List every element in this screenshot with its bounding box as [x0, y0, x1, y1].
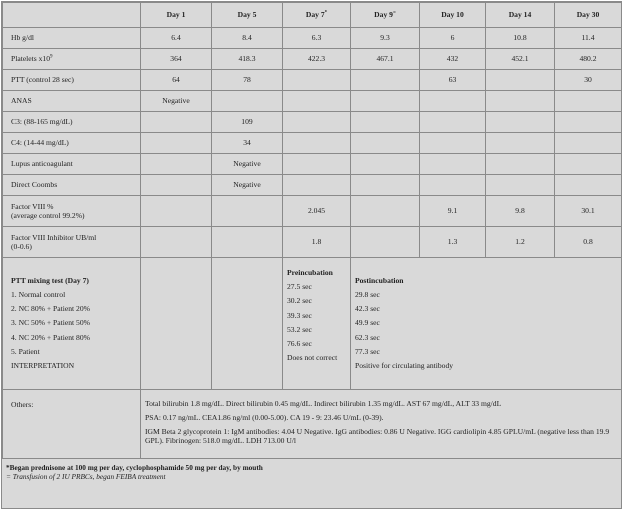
- mixing-item-label: 4. NC 20% + Patient 80%: [11, 332, 90, 342]
- row-hb: [3, 28, 622, 49]
- cell-value: 11.4: [555, 28, 622, 49]
- cell-value: 1.2: [486, 227, 555, 258]
- lab-results-panel: [1, 1, 622, 509]
- interpretation-post: Positive for circulating antibody: [355, 360, 454, 370]
- row-factor-viii-inhibitor: [3, 227, 622, 258]
- cell-value: 30: [555, 70, 622, 91]
- cell-value: [486, 91, 555, 112]
- cell-value: 364: [141, 49, 212, 70]
- pre-value: 27.5 sec: [287, 282, 312, 292]
- row-anas: [3, 91, 622, 112]
- cell-value: [486, 154, 555, 175]
- cell-value: [555, 175, 622, 196]
- cell-value: 64: [141, 70, 212, 91]
- cell-value: Negative: [212, 154, 283, 175]
- preincubation-header: Preincubation: [287, 267, 333, 277]
- post-value: 49.9 sec: [355, 318, 380, 328]
- interpretation-pre: Does not correct: [287, 353, 338, 363]
- row-lupus-anticoagulant: [3, 154, 622, 175]
- cell-value: [420, 154, 486, 175]
- row-ptt-mixing-test: [3, 258, 622, 390]
- cell-value: [283, 133, 351, 154]
- header-day-5: Day 5: [212, 3, 283, 28]
- mixing-item-label: 5. Patient: [11, 346, 40, 356]
- footnotes: [2, 459, 621, 484]
- cell-value: [420, 133, 486, 154]
- header-day-30: Day 30: [555, 3, 622, 28]
- cell-value: 78: [212, 70, 283, 91]
- row-label: Lupus anticoagulant: [3, 154, 141, 175]
- cell-value: [212, 227, 283, 258]
- cell-value: [283, 154, 351, 175]
- postincubation-header: Postincubation: [355, 275, 404, 285]
- cell-value: 452.1: [486, 49, 555, 70]
- row-label: C3: (88-165 mg/dL): [3, 112, 141, 133]
- lab-results-table: [2, 2, 622, 459]
- cell-value: [351, 196, 420, 227]
- exponent: 9: [50, 54, 53, 60]
- cell-value: [141, 112, 212, 133]
- cell-value: 2.045: [283, 196, 351, 227]
- cell-value: 6: [420, 28, 486, 49]
- mixing-item-label: 2. NC 80% + Patient 20%: [11, 304, 90, 314]
- cell-value: 9.1: [420, 196, 486, 227]
- header-day-1: Day 1: [141, 3, 212, 28]
- row-ptt: [3, 70, 622, 91]
- row-label: Factor VIII Inhibitor UB/ml (0-0.6): [3, 227, 141, 258]
- cell-value: 6.4: [141, 28, 212, 49]
- cell-value: [555, 91, 622, 112]
- pre-value: 39.3 sec: [287, 310, 312, 320]
- cell-value: [351, 112, 420, 133]
- cell-value: [486, 133, 555, 154]
- row-label: Hb g/dl: [3, 28, 141, 49]
- row-factor-viii: [3, 196, 622, 227]
- cell-value: [283, 91, 351, 112]
- cell-value: 422.3: [283, 49, 351, 70]
- cell-value: [212, 91, 283, 112]
- header-label-cell: [3, 3, 141, 28]
- row-direct-coombs: [3, 175, 622, 196]
- day-7-footnote-mark: *: [324, 10, 328, 16]
- pre-value: 30.2 sec: [287, 296, 312, 306]
- cell-value: 1.8: [283, 227, 351, 258]
- cell-value: [141, 196, 212, 227]
- header-row: [3, 3, 622, 28]
- cell-value: [420, 112, 486, 133]
- post-value: 77.3 sec: [355, 346, 380, 356]
- cell-value: [351, 91, 420, 112]
- cell-value: 467.1: [351, 49, 420, 70]
- cell-value: [420, 175, 486, 196]
- footnote-equals: = Transfusion of 2 IU PRBCs, began FEIBA treatment: [6, 472, 166, 482]
- cell-value: 10.8: [486, 28, 555, 49]
- cell-value: [141, 133, 212, 154]
- others-line: IGM Beta 2 glycoprotein 1: IgM antibodies: 4.04 U Negative. IgG antibodies: 0.86 U Negative. IGG cardiolipin 4.85 GPLU/mL (negative less than 19.9 GPL). Fibrinogen: 518.0 mg/dL. LDH 713.00 U/l: [145, 427, 610, 446]
- others-content: [141, 390, 622, 459]
- empty-cell: [141, 258, 212, 390]
- cell-value: 9.3: [351, 28, 420, 49]
- cell-value: 0.8: [555, 227, 622, 258]
- cell-value: [486, 112, 555, 133]
- row-label: PTT (control 28 sec): [3, 70, 141, 91]
- row-label: Direct Coombs: [3, 175, 141, 196]
- cell-value: 1.3: [420, 227, 486, 258]
- row-label: Factor VIII % (average control 99.2%): [3, 196, 141, 227]
- row-label: Platelets $x10^9$: [3, 49, 141, 70]
- pre-value: 53.2 sec: [287, 324, 312, 334]
- cell-value: [555, 112, 622, 133]
- cell-value: [351, 227, 420, 258]
- cell-value: 6.3: [283, 28, 351, 49]
- mixing-title: PTT mixing test (Day 7): [11, 275, 89, 285]
- row-platelets: [3, 49, 622, 70]
- cell-value: [212, 196, 283, 227]
- row-label: C4: (14-44 mg/dL): [3, 133, 141, 154]
- header-day-7: Day 7*: [283, 3, 351, 28]
- cell-value: 9.8: [486, 196, 555, 227]
- post-value: 62.3 sec: [355, 332, 380, 342]
- cell-value: [420, 91, 486, 112]
- cell-value: [351, 154, 420, 175]
- cell-value: 34: [212, 133, 283, 154]
- preincubation-column: [283, 258, 351, 390]
- cell-value: 432: [420, 49, 486, 70]
- cell-value: Negative: [141, 91, 212, 112]
- cell-value: [283, 112, 351, 133]
- others-label: Others:: [3, 390, 141, 459]
- mixing-labels: [3, 258, 141, 390]
- cell-value: 30.1: [555, 196, 622, 227]
- cell-value: [351, 175, 420, 196]
- cell-value: [283, 175, 351, 196]
- cell-value: 63: [420, 70, 486, 91]
- row-others: [3, 390, 622, 459]
- interpretation-label: INTERPRETATION: [11, 360, 75, 370]
- row-c3: [3, 112, 622, 133]
- postincubation-column: [351, 258, 622, 390]
- mixing-item-label: 1. Normal control: [11, 290, 66, 300]
- row-label: ANAS: [3, 91, 141, 112]
- cell-value: [486, 175, 555, 196]
- header-day-9: Day 9=: [351, 3, 420, 28]
- cell-value: [141, 154, 212, 175]
- cell-value: [555, 133, 622, 154]
- cell-value: 418.3: [212, 49, 283, 70]
- header-day-14: Day 14: [486, 3, 555, 28]
- others-line: Total bilirubin 1.8 mg/dL. Direct bilirubin 0.45 mg/dL. Indirect bilirubin 1.35 mg/dL. AST 67 mg/dL, ALT 33 mg/dL: [145, 399, 502, 408]
- cell-value: 109: [212, 112, 283, 133]
- cell-value: 480.2: [555, 49, 622, 70]
- cell-value: [283, 70, 351, 91]
- cell-value: [351, 70, 420, 91]
- cell-value: [141, 175, 212, 196]
- cell-value: [486, 70, 555, 91]
- post-value: 42.3 sec: [355, 304, 380, 314]
- cell-value: Negative: [212, 175, 283, 196]
- others-line: PSA: 0.17 ng/mL. CEA1.86 ng/ml (0.00-5.00). CA 19 - 9: 23.46 U/mL (0-39).: [145, 413, 384, 423]
- row-c4: [3, 133, 622, 154]
- cell-value: [141, 227, 212, 258]
- post-value: 29.8 sec: [355, 290, 380, 300]
- cell-value: 8.4: [212, 28, 283, 49]
- pre-value: 76.6 sec: [287, 338, 312, 348]
- footnote-star: *Began prednisone at 100 mg per day, cyclophosphamide 50 mg per day, by mouth: [6, 463, 263, 472]
- day-9-footnote-mark: =: [392, 10, 396, 16]
- header-day-10: Day 10: [420, 3, 486, 28]
- empty-cell: [212, 258, 283, 390]
- cell-value: [555, 154, 622, 175]
- mixing-item-label: 3. NC 50% + Patient 50%: [11, 318, 90, 328]
- cell-value: [351, 133, 420, 154]
